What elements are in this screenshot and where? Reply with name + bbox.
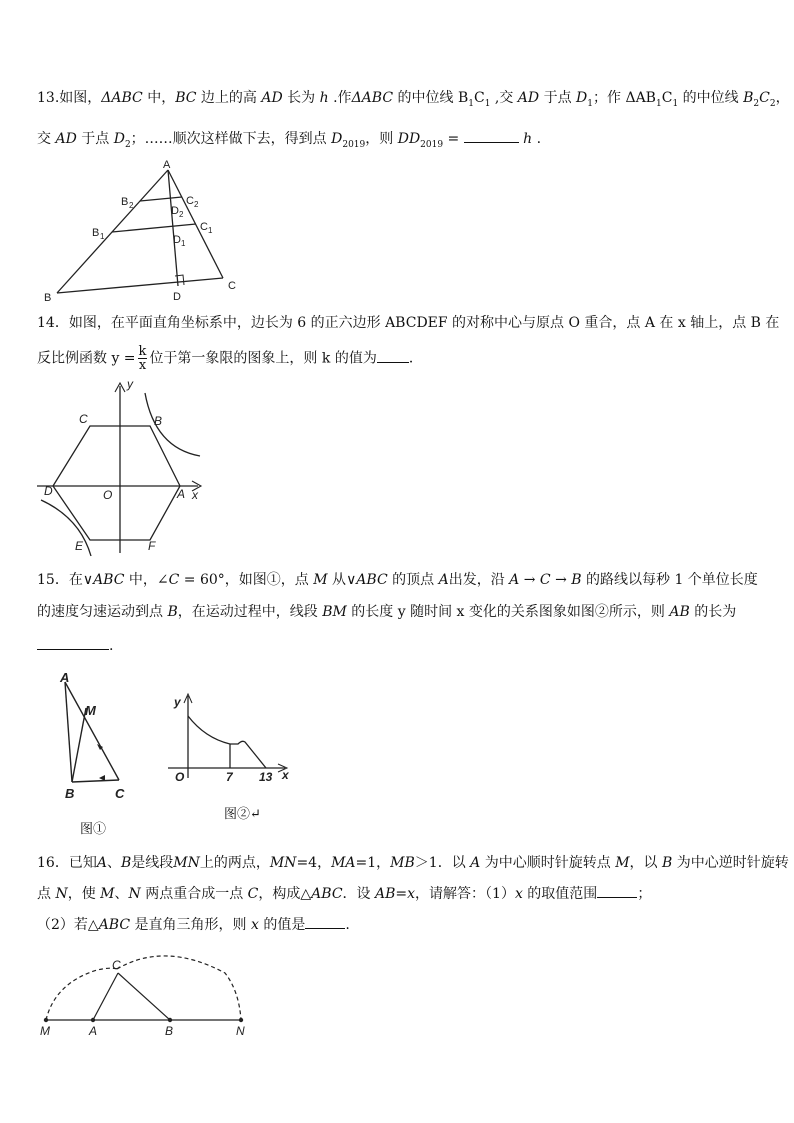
- q13-text: 的中位线: [678, 90, 744, 106]
- q15-text: ，在运动过程中，线段: [177, 604, 323, 620]
- q15-route: A → C → B: [509, 572, 582, 588]
- label-axis-x: x: [282, 768, 289, 782]
- label-point-c: C: [79, 412, 88, 426]
- q16-text: 的值是: [258, 917, 306, 933]
- q13-sub: 1: [468, 98, 474, 109]
- label-sub: 2: [194, 200, 199, 209]
- q16-text: 两点重合成一点: [140, 886, 248, 902]
- q13-sub: 2019: [420, 139, 444, 150]
- label-origin-o: O: [175, 770, 185, 784]
- label-point-b: B: [165, 1024, 174, 1038]
- q13-sub: 2019: [342, 139, 366, 150]
- q15-text: 的顶点: [387, 572, 439, 588]
- label-point-b: B: [65, 786, 75, 801]
- q15-text: 的路线以每秒 1 个单位长度: [581, 572, 758, 588]
- label-point-a: A: [163, 159, 171, 171]
- q16-segment-mn: MN: [269, 855, 297, 871]
- answer-blank[interactable]: [305, 914, 345, 929]
- label-point-n: N: [236, 1024, 245, 1038]
- q13-text: ；……顺次这样做下去，得到点: [130, 131, 332, 147]
- q13-point: B: [743, 90, 754, 106]
- q15-point-b: B: [167, 604, 178, 620]
- q16-point-a: A: [96, 855, 107, 871]
- label-point-c: C: [112, 958, 121, 972]
- q13-point-d: D: [331, 131, 343, 147]
- label-sub: 1: [208, 226, 213, 235]
- label-point-m: M: [40, 1024, 50, 1038]
- label-point-c: C: [228, 280, 236, 292]
- q16-point-m: M: [100, 886, 115, 902]
- label-point-d: D: [173, 291, 181, 303]
- q15-angle-c: ∠C: [156, 572, 180, 588]
- q13-segment-ad: AD: [517, 90, 540, 106]
- q13-text: .: [532, 131, 542, 147]
- label-point-b1: B: [92, 227, 100, 239]
- q15-text: 的长度: [346, 604, 398, 620]
- label-point-b: B: [154, 414, 163, 428]
- q16-text: 16．已知: [37, 855, 97, 871]
- q15-var-y: y: [397, 604, 406, 620]
- q16-text: ＞1．以: [414, 855, 471, 871]
- q16-line2: [37, 883, 651, 904]
- q16-point-b: B: [661, 855, 673, 871]
- q16-text: .: [345, 917, 350, 933]
- q13-var-h: h: [523, 131, 533, 147]
- q15-triangle: ∨ABC: [346, 572, 388, 588]
- q16-text: 是直角三角形，则: [130, 917, 251, 933]
- q13-figure: [30, 160, 250, 305]
- q13-text: ，: [775, 90, 790, 106]
- q13-text: 交: [37, 131, 56, 147]
- q13-sub: 1: [484, 98, 491, 109]
- q16-point-b: B: [120, 855, 132, 871]
- q16-triangle-abc: ABC: [98, 917, 131, 933]
- label-point-c1: C: [200, 221, 208, 233]
- q16-segment-mn: MN: [173, 855, 200, 871]
- q14-fraction: [138, 345, 148, 372]
- fraction-numerator: k: [138, 344, 147, 359]
- q13-point-d: D: [113, 131, 125, 147]
- q16-point-c: C: [247, 886, 259, 902]
- q13-text: 13.如图，: [37, 90, 102, 106]
- q14-line1: [37, 313, 779, 333]
- q15-text: 15．在: [37, 572, 83, 588]
- q13-segment-ad: AD: [55, 131, 77, 147]
- q16-var-x: x: [407, 886, 416, 902]
- q15-segment-ab: AB: [669, 604, 690, 620]
- q15-segment-bm: BM: [322, 604, 347, 620]
- label-tick-7: 7: [226, 770, 233, 784]
- q13-point-d: D: [576, 90, 588, 106]
- label-point-c2: C: [186, 195, 194, 207]
- q16-text: 为中心逆时针旋转: [672, 855, 789, 871]
- q16-text: 是线段: [131, 855, 174, 871]
- q13-text: C: [473, 90, 485, 106]
- q15-line2: [37, 602, 736, 622]
- q16-text: ；: [637, 886, 652, 902]
- q15-triangle: ∨ABC: [82, 572, 125, 588]
- q16-segment-ma: MA: [331, 855, 356, 871]
- q16-text: 为中心顺时针旋转点: [480, 855, 616, 871]
- q16-text: 、: [106, 855, 121, 871]
- q15-text: 的速度匀速运动到点: [37, 604, 168, 620]
- q13-sub: 2: [124, 139, 131, 150]
- q13-text: 中，: [142, 90, 176, 106]
- label-sub: 1: [100, 232, 105, 241]
- label-point-d: D: [44, 484, 53, 498]
- q16-text: 点: [37, 886, 56, 902]
- q13-text: .作: [328, 90, 352, 106]
- q16-point-m: M: [615, 855, 630, 871]
- q16-line3: [37, 914, 350, 935]
- q16-point-n: N: [128, 886, 141, 902]
- label-sub: 1: [181, 239, 186, 248]
- q15-point-m: M: [313, 572, 328, 588]
- q13-text: ；作 ΔAB: [593, 90, 656, 106]
- q15-point-a: A: [438, 572, 449, 588]
- q15-text: 出发，沿: [448, 572, 510, 588]
- q15-line1: [37, 570, 758, 590]
- q13-text: 的中位线 B: [393, 90, 469, 106]
- q13-triangle-abc: ΔABC: [101, 90, 143, 106]
- q16-text: =: [395, 886, 408, 902]
- q13-segment-bc: BC: [175, 90, 197, 106]
- q13-sub: 2: [769, 98, 776, 109]
- label-axis-x: x: [192, 488, 198, 502]
- q16-segment-ab: AB: [374, 886, 396, 902]
- q15-text: 中，: [124, 572, 157, 588]
- q13-text: ,交: [490, 90, 518, 106]
- answer-blank[interactable]: [37, 635, 109, 650]
- label-axis-y: y: [174, 695, 181, 709]
- label-tick-13: 13: [259, 770, 273, 784]
- q13-segment-dd: DD: [397, 131, 421, 147]
- answer-blank[interactable]: [377, 348, 409, 363]
- q15-text: .: [109, 638, 114, 654]
- q16-text: ，构成△: [258, 886, 312, 902]
- q15-text: 的长为: [689, 604, 737, 620]
- q15-line3: [37, 635, 113, 656]
- label-point-d2: D: [171, 205, 179, 217]
- q16-point-n: N: [55, 886, 68, 902]
- q13-point: C: [759, 90, 770, 106]
- figure-1-caption: 图①: [80, 822, 107, 837]
- q13-line2: [37, 128, 541, 155]
- q14-text: ．: [408, 350, 423, 367]
- q13-text: =: [443, 131, 464, 147]
- q13-sub: 1: [672, 98, 679, 109]
- label-sub: 2: [129, 201, 134, 210]
- q16-text: =1，: [355, 855, 391, 871]
- label-point-m: M: [85, 703, 96, 718]
- label-point-b: B: [44, 292, 52, 304]
- q13-text: 于点: [76, 131, 114, 147]
- label-point-a: A: [177, 487, 186, 501]
- fraction-denominator: x: [138, 358, 147, 373]
- q13-text: ，则: [365, 131, 398, 147]
- q13-sub: 2: [753, 98, 760, 109]
- q16-var-x: x: [514, 886, 523, 902]
- answer-blank[interactable]: [597, 883, 637, 898]
- q15-text: 从: [327, 572, 347, 588]
- label-point-a: A: [60, 670, 70, 685]
- q16-text: ，请解答：（1）: [415, 886, 515, 902]
- q15-text: 随时间 x 变化的关系图象如图②所示，则: [405, 604, 670, 620]
- q13-var-h: h: [319, 90, 329, 106]
- label-point-c: C: [115, 786, 125, 801]
- q14-text: 反比例函数 y =: [37, 350, 136, 367]
- q16-text: 、: [114, 886, 129, 902]
- label-point-a: A: [89, 1024, 98, 1038]
- q13-sub: 1: [587, 98, 594, 109]
- q16-text: ．设: [342, 886, 375, 902]
- q13-segment-ad: AD: [261, 90, 283, 106]
- figure-2-caption: 图②↵: [224, 807, 261, 822]
- q15-figure-2: [160, 688, 300, 788]
- q16-text: 的取值范围: [522, 886, 598, 902]
- label-point-d1: D: [173, 234, 181, 246]
- q16-text: （2）若△: [37, 917, 99, 933]
- label-point-e: E: [75, 539, 84, 553]
- q14-line2: [37, 345, 423, 372]
- q16-line1: [37, 853, 789, 873]
- label-axis-y: y: [127, 377, 133, 391]
- q16-triangle-abc: ABC: [311, 886, 343, 902]
- q16-text: 上的两点，: [199, 855, 270, 871]
- q14-text: 位于第一象限的图象上，则 k 的值为: [149, 350, 377, 367]
- q13-text: C: [661, 90, 673, 106]
- q16-text: ，以: [629, 855, 662, 871]
- q15-text: = 60°，如图①，点: [179, 572, 314, 588]
- q13-triangle-abc: ΔABC: [351, 90, 394, 106]
- q13-line1: [37, 88, 790, 114]
- q15-figure-1: [55, 670, 135, 805]
- q13-text: 边上的高: [196, 90, 262, 106]
- q16-text: =4，: [296, 855, 332, 871]
- q16-point-a: A: [470, 855, 481, 871]
- label-sub: 2: [179, 210, 184, 219]
- label-origin-o: O: [103, 488, 113, 502]
- q14-figure: [35, 378, 210, 563]
- q16-text: ，使: [67, 886, 101, 902]
- q16-var-x: x: [250, 917, 259, 933]
- answer-blank[interactable]: [464, 128, 519, 143]
- q13-text: 于点: [539, 90, 577, 106]
- q14-text: 14．如图，在平面直角坐标系中，边长为 6 的正六边形 ABCDEF 的对称中心与原点 O 重合，点 A 在 x 轴上，点 B 在: [37, 315, 780, 331]
- label-point-b2: B: [121, 196, 129, 208]
- label-point-f: F: [148, 539, 156, 553]
- q16-figure: [35, 955, 260, 1040]
- q13-text: 长为: [282, 90, 320, 106]
- q13-sub: 1: [655, 98, 662, 109]
- q16-segment-mb: MB: [390, 855, 415, 871]
